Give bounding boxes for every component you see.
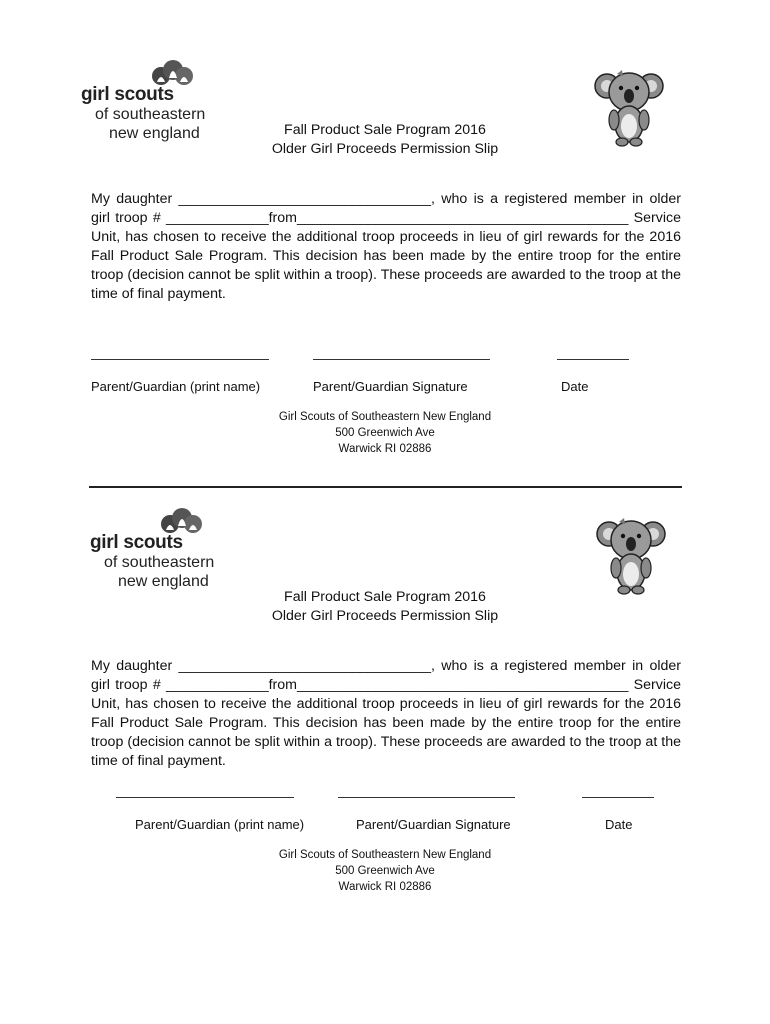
print-name-line[interactable]: [91, 359, 269, 360]
signature-label: Parent/Guardian Signature: [356, 817, 511, 832]
address-city: Warwick RI 02886: [338, 443, 432, 455]
logo-line-1: girl scouts: [81, 84, 174, 105]
slip-title-line-2: Older Girl Proceeds Permission Slip: [271, 608, 499, 624]
cut-divider: [89, 486, 682, 488]
slip-title-line-1: Fall Product Sale Program 2016: [284, 122, 486, 138]
signature-line[interactable]: [338, 797, 515, 798]
permission-slip-1: [0, 0, 770, 480]
date-line[interactable]: [557, 359, 629, 360]
signature-label: Parent/Guardian Signature: [313, 379, 468, 394]
koala-icon: [596, 514, 666, 596]
logo-line-2: of southeastern: [104, 554, 215, 571]
print-name-label: Parent/Guardian (print name): [135, 817, 305, 832]
slip-title-line-2: Older Girl Proceeds Permission Slip: [271, 141, 499, 157]
address-street: 500 Greenwich Ave: [335, 865, 435, 877]
print-name-line[interactable]: [116, 797, 294, 798]
date-label: Date: [605, 817, 633, 832]
logo-line-3: new england: [118, 573, 209, 590]
logo-line-2: of southeastern: [95, 106, 206, 123]
logo-line-1: girl scouts: [90, 532, 183, 553]
signature-line[interactable]: [313, 359, 490, 360]
date-label: Date: [561, 379, 589, 394]
slip-title-line-1: Fall Product Sale Program 2016: [284, 589, 486, 605]
date-line[interactable]: [582, 797, 654, 798]
address-street: 500 Greenwich Ave: [335, 427, 435, 439]
permission-body-text: My daughter ________________________________, who is a registered member in older girl troop # _____________from__________________________________________ Service Unit, has chosen to receive the additional troop proceeds in lieu of girl rewards for the 2016 Fall Product Sale Program. This decision has been made by the entire troop for the entire troop (decision cannot be split within a troop). These proceeds are awarded to the troop at the time of final payment.: [91, 658, 681, 769]
permission-slip-2: [0, 490, 770, 910]
print-name-label: Parent/Guardian (print name): [91, 379, 261, 394]
address-org: Girl Scouts of Southeastern New England: [278, 411, 492, 423]
address-block: [0, 409, 770, 457]
logo-line-3: new england: [109, 125, 200, 142]
address-org: Girl Scouts of Southeastern New England: [278, 849, 492, 861]
address-city: Warwick RI 02886: [338, 881, 432, 893]
girl-scouts-logo: [90, 512, 230, 592]
permission-body-text: My daughter ________________________________, who is a registered member in older girl troop # _____________from__________________________________________ Service Unit, has chosen to receive the additional troop proceeds in lieu of girl rewards for the 2016 Fall Product Sale Program. This decision has been made by the entire troop for the entire troop (decision cannot be split within a troop). These proceeds are awarded to the troop at the time of final payment.: [91, 191, 681, 302]
address-block: [0, 847, 770, 895]
